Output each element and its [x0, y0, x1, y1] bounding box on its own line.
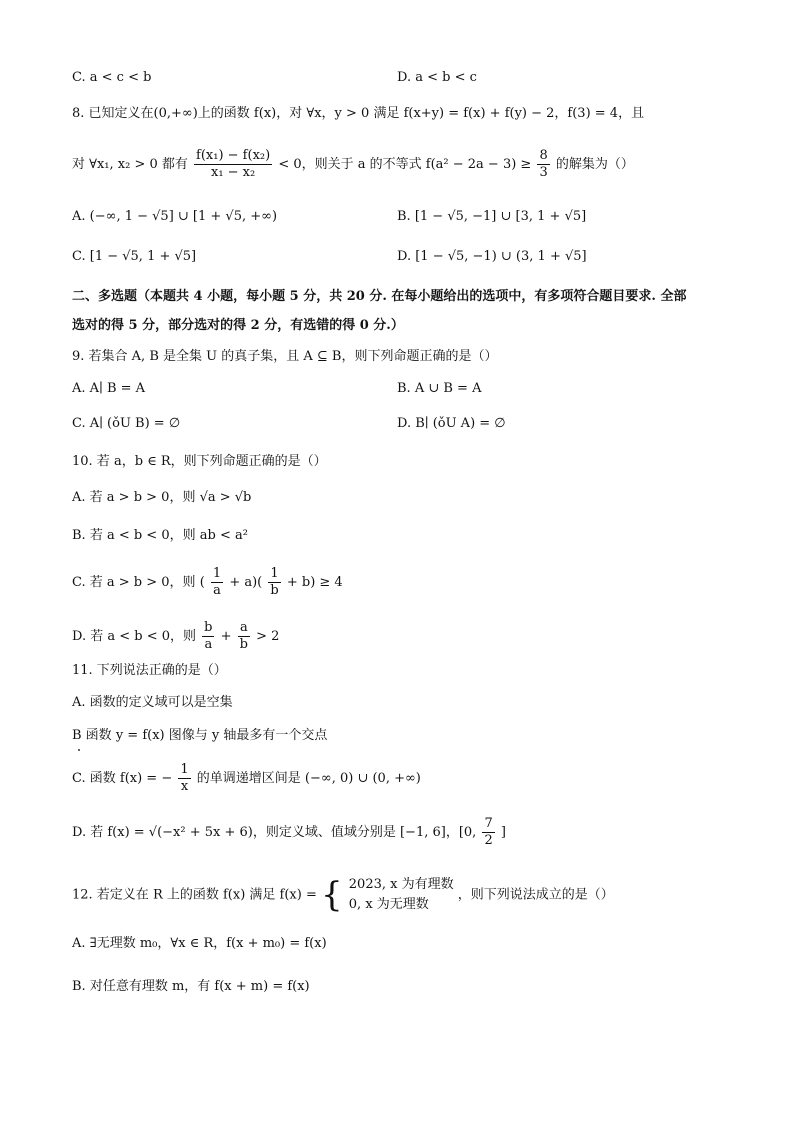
q8-option-c: C. [1 − √5, 1 + √5] — [72, 249, 197, 264]
q10-c-middle: + a)( — [229, 575, 263, 590]
frac-numerator: f(x₁) − f(x₂) — [196, 148, 271, 163]
frac-denominator: x₁ − x₂ — [210, 165, 256, 180]
q12-text-b: ，则下列说法成立的是（） — [457, 887, 614, 903]
q8-option-b: B. [1 − √5, −1] ∪ [3, 1 + √5] — [397, 209, 587, 224]
q10-d-fraction-2 — [238, 620, 250, 653]
frac-denominator: x — [180, 779, 189, 794]
frac-denominator: 2 — [484, 833, 493, 848]
q12-text-a: 12. 若定义在 R 上的函数 f(x) 满足 f(x) = — [72, 887, 317, 903]
q8-stem-text-a: 对 ∀x₁, x₂ > 0 都有 — [72, 157, 188, 172]
q10-d-text: D. 若 a < b < 0，则 — [72, 629, 197, 644]
q10-c-open-paren: ( — [199, 575, 205, 590]
q10-d-fraction-1 — [202, 620, 214, 653]
stray-dot — [78, 749, 80, 751]
q8-difference-quotient — [194, 148, 272, 181]
q7-option-c: C. a < c < b — [72, 70, 152, 85]
q11-d-text: D. 若 f(x) = √(−x² + 5x + 6)，则定义域、值域分别是 [−1, 6]，[0, — [72, 825, 477, 840]
q12-option-a: A. ∃无理数 m₀，∀x ∈ R，f(x + m₀) = f(x) — [72, 936, 327, 951]
q10-option-c — [72, 566, 343, 599]
q8-eight-thirds — [537, 148, 549, 181]
q9-option-d: D. B∣ (ǒU A) = ∅ — [397, 416, 506, 431]
q8-stem-text-c: 的解集为（） — [555, 157, 634, 172]
case-irrational: 0, x 为无理数 — [348, 897, 429, 912]
q9-option-a: A. A∣ B = A — [72, 381, 146, 396]
q11-c-tail: 的单调递增区间是 (−∞, 0) ∪ (0, +∞) — [196, 771, 421, 786]
frac-numerator: b — [204, 620, 213, 635]
q8-option-d: D. [1 − √5, −1) ∪ (3, 1 + √5] — [397, 249, 587, 264]
frac-numerator: 8 — [539, 148, 548, 163]
q9-option-c: C. A∣ (ǒU B) = ∅ — [72, 416, 181, 431]
q10-option-a: A. 若 a > b > 0，则 √a > √b — [72, 490, 252, 505]
q7-option-d: D. a < b < c — [397, 70, 477, 85]
q9-option-b: B. A ∪ B = A — [397, 381, 482, 396]
q8-option-a: A. (−∞, 1 − √5] ∪ [1 + √5, +∞) — [72, 209, 278, 224]
q12-piecewise-cases — [349, 875, 454, 915]
q11-c-fraction — [178, 762, 190, 795]
frac-denominator: 3 — [539, 165, 548, 180]
q11-option-a: A. 函数的定义域可以是空集 — [72, 695, 233, 710]
q12-stem — [72, 875, 614, 915]
q11-stem: 11. 下列说法正确的是（） — [72, 663, 227, 678]
q8-stem-line1: 8. 已知定义在(0,+∞)上的函数 f(x)，对 ∀x，y > 0 满足 f(x+y) = f(x) + f(y) − 2，f(3) = 4，且 — [72, 106, 645, 121]
frac-numerator: 7 — [484, 816, 493, 831]
frac-numerator: 1 — [268, 566, 280, 583]
q11-option-b: B 函数 y = f(x) 图像与 y 轴最多有一个交点 — [72, 728, 328, 743]
q10-option-d — [72, 620, 279, 653]
q10-c-end: + b) ≥ 4 — [286, 575, 343, 590]
q11-d-fraction — [482, 816, 494, 849]
q10-c-text: C. 若 a > b > 0，则 — [72, 575, 196, 590]
frac-numerator: a — [238, 620, 250, 637]
q8-stem-text-b: < 0，则关于 a 的不等式 f(a² − 2a − 3) ≥ — [278, 157, 532, 172]
q11-option-c — [72, 762, 421, 795]
q8-stem-line2 — [72, 148, 634, 181]
frac-denominator: a — [204, 637, 213, 652]
case-rational: 2023, x 为有理数 — [348, 877, 454, 892]
frac-numerator: 1 — [212, 566, 222, 581]
left-brace: { — [321, 875, 343, 915]
q11-c-text: C. 函数 f(x) = − — [72, 771, 173, 786]
q10-c-fraction-1 — [211, 566, 223, 599]
frac-denominator: a — [213, 583, 221, 598]
frac-denominator: b — [270, 583, 279, 598]
q10-option-b: B. 若 a < b < 0，则 ab < a² — [72, 528, 248, 543]
section2-heading-line2: 选对的得 5 分，部分选对的得 2 分，有选错的得 0 分.） — [72, 318, 404, 333]
q12-option-b: B. 对任意有理数 m，有 f(x + m) = f(x) — [72, 979, 310, 994]
q10-stem: 10. 若 a，b ∈ R，则下列命题正确的是（） — [72, 454, 327, 469]
q9-stem: 9. 若集合 A, B 是全集 U 的真子集，且 A ⊆ B，则下列命题正确的是（） — [72, 349, 498, 364]
section2-heading-line1: 二、多选题（本题共 4 小题，每小题 5 分，共 20 分. 在每小题给出的选项中，有多项符合题目要求. 全部 — [72, 289, 687, 304]
q10-d-plus: + — [220, 629, 232, 644]
frac-numerator: 1 — [180, 762, 189, 777]
q10-c-fraction-2 — [268, 566, 280, 599]
q11-d-tail: ] — [500, 825, 506, 840]
q11-option-d — [72, 816, 506, 849]
frac-denominator: b — [239, 637, 248, 652]
q10-d-end: > 2 — [256, 629, 280, 644]
